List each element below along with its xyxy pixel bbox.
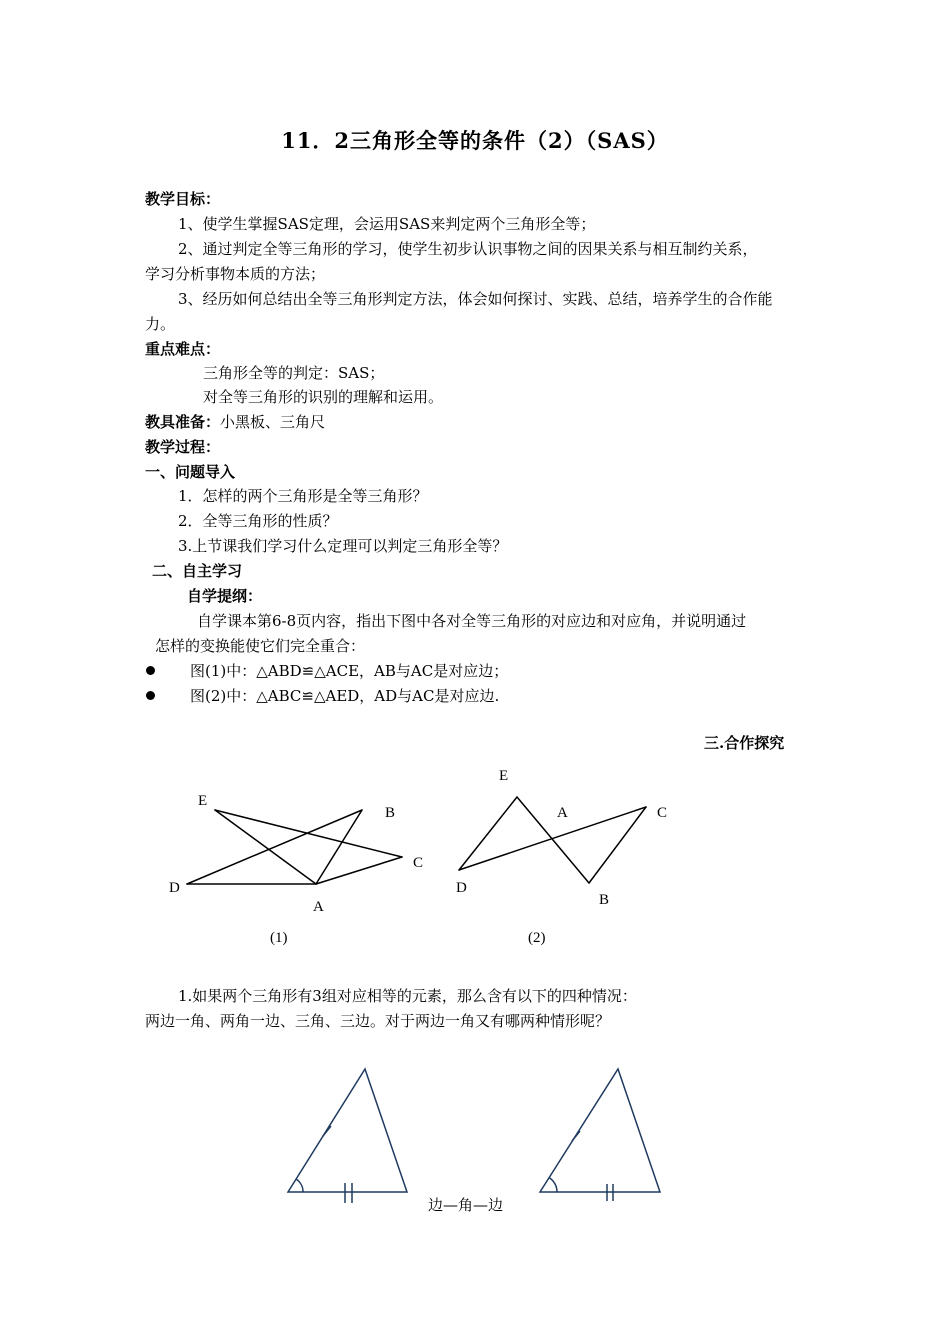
section2-subheading: 自学提纲：	[187, 587, 263, 605]
fig2-label-E: E	[499, 768, 509, 784]
fig2-label-A: A	[557, 805, 568, 821]
figure1-lines	[187, 810, 402, 884]
process-heading: 教学过程：	[145, 438, 221, 456]
objective-item-1: 1、使学生掌握SAS定理，会运用SAS来判定两个三角形全等；	[178, 215, 596, 233]
fig2-caption: (2)	[528, 930, 546, 946]
section2-heading: 二、自主学习	[152, 562, 243, 580]
fig2-segment-DC	[459, 807, 646, 870]
triangle-right-shape	[540, 1069, 660, 1192]
fig2-label-D: D	[456, 880, 467, 896]
triangle-left-shape	[288, 1069, 407, 1192]
fig1-segment-EC	[215, 810, 402, 857]
fig1-label-E: E	[198, 793, 208, 809]
fig1-caption: (1)	[270, 930, 288, 946]
section2-text-line1: 自学课本第6-8页内容，指出下图中各对全等三角形的对应边和对应角，并说明通过	[197, 612, 747, 630]
fig2-label-B: B	[599, 892, 610, 908]
fig2-segment-EB	[517, 797, 589, 883]
section1-heading: 一、问题导入	[145, 463, 236, 481]
fig1-segment-AC	[316, 857, 402, 884]
keypoint-line-2: 对全等三角形的识别的理解和运用。	[203, 388, 444, 406]
fig1-segment-DB	[187, 810, 362, 884]
triangle-right-angle-arc	[549, 1178, 557, 1192]
page-title: 11．2三角形全等的条件（2）（SAS）	[281, 128, 669, 153]
section2-text-line2: 怎样的变换能使它们完全重合：	[155, 637, 366, 655]
fig1-label-C: C	[413, 855, 424, 871]
triangle-left-angle-arc	[296, 1179, 303, 1192]
fig1-label-A: A	[313, 899, 324, 915]
fig2-segment-DE	[459, 797, 517, 870]
fig2-label-C: C	[657, 805, 668, 821]
question-2: 2．全等三角形的性质？	[178, 512, 338, 530]
tools-text: 小黑板、三角尺	[220, 413, 326, 431]
bullet-item-2: 图(2)中：△ABC≌△AED，AD与AC是对应边.	[190, 687, 500, 705]
objective-item-3-line1: 3、经历如何总结出全等三角形判定方法，体会如何探讨、实践、总结，培养学生的合作能	[178, 290, 773, 308]
fig1-label-B: B	[385, 805, 396, 821]
bullet-item-1: 图(1)中：△ABD≌△ACE，AB与AC是对应边；	[190, 662, 509, 680]
question-3: 3.上节课我们学习什么定理可以判定三角形全等？	[178, 537, 508, 555]
question-1: 1．怎样的两个三角形是全等三角形？	[178, 487, 428, 505]
triangle-right	[540, 1069, 660, 1201]
objective-item-3-line2: 力。	[145, 315, 176, 333]
tools-heading: 教具准备：	[145, 413, 221, 431]
section3-heading: 三.合作探究	[704, 734, 785, 752]
objective-item-2-line2: 学习分析事物本质的方法；	[145, 265, 326, 283]
discussion-line2: 两边一角、两角一边、三角、三边。对于两边一角又有哪两种情形呢？	[145, 1012, 611, 1030]
keypoints-heading: 重点难点：	[145, 340, 221, 358]
fig2-segment-BC	[589, 807, 646, 883]
objective-item-2-line1: 2、通过判定全等三角形的学习，使学生初步认识事物之间的因果关系与相互制约关系，	[178, 240, 758, 258]
keypoint-line-1: 三角形全等的判定：SAS；	[203, 364, 385, 382]
discussion-line1: 1.如果两个三角形有3组对应相等的元素，那么含有以下的四种情况：	[178, 987, 637, 1005]
fig1-label-D: D	[169, 880, 180, 896]
triangle-left-tick-side	[323, 1126, 331, 1136]
figure2-lines	[459, 797, 646, 883]
fig1-segment-ED	[215, 810, 316, 884]
fig1-segment-AB	[316, 810, 362, 884]
triangle-caption: 边—角—边	[428, 1196, 504, 1214]
triangle-right-tick-side	[572, 1131, 580, 1141]
objectives-heading: 教学目标：	[145, 190, 221, 208]
triangle-left	[288, 1069, 407, 1203]
